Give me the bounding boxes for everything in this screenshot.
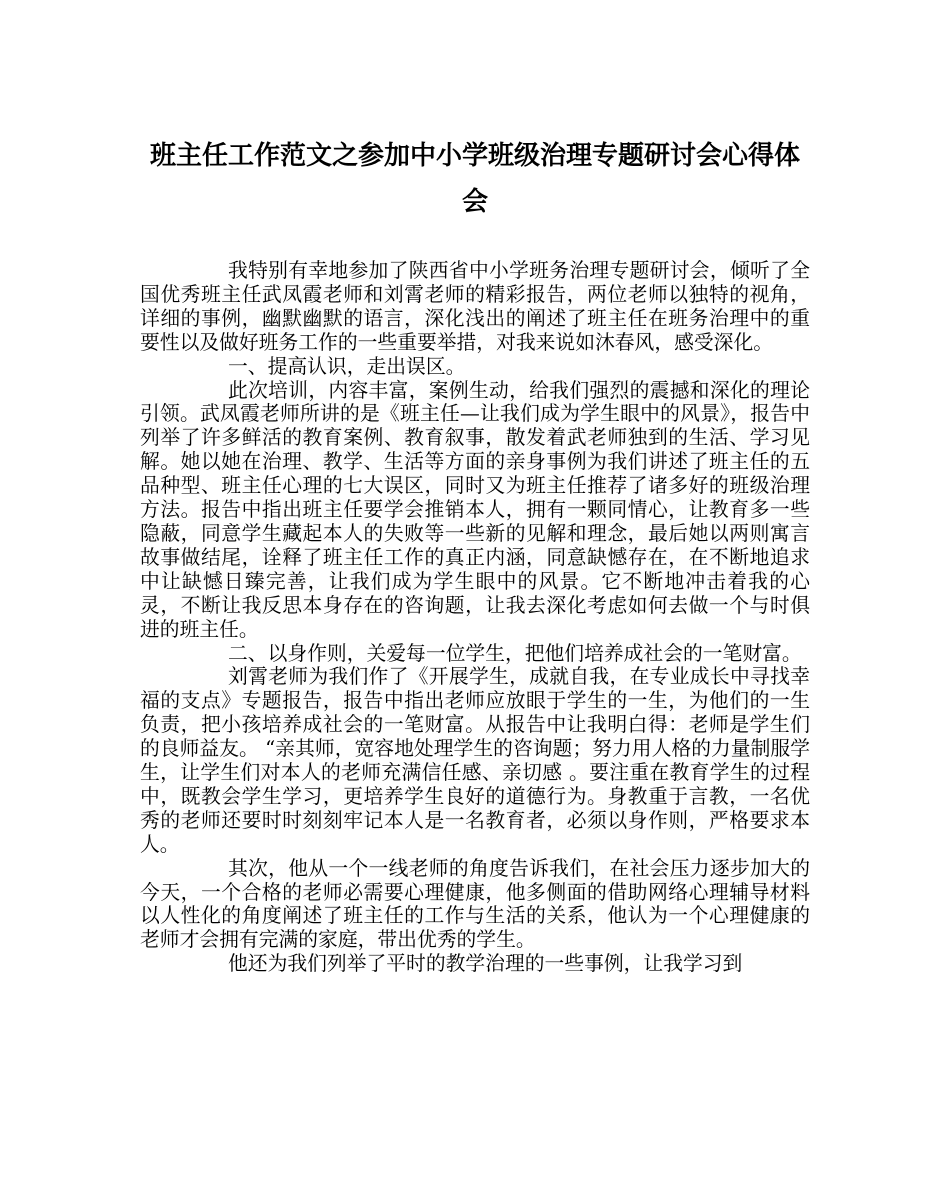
document-title: 班主任工作范文之参加中小学班级治理专题研讨会心得体会 [149, 141, 800, 217]
paragraph-intro: 我特别有幸地参加了陕西省中小学班务治理专题研讨会，倾听了全国优秀班主任武凤霞老师和刘霄老师的精彩报告，两位老师以独特的视角，详细的事例，幽默幽默的语言，深化浅出的阐述了班主任在班务治理中的重要性以及做好班务工作的一些重要举措，对我来说如沐春风，感受深化。 [140, 259, 810, 354]
paragraph-examples: 他还为我们列举了平时的教学治理的一些事例，让我学习到 [228, 952, 743, 976]
paragraph-training: 此次培训，内容丰富，案例生动，给我们强烈的震撼和深化的理论引领。武凤霞老师所讲的是《班主任—让我们成为学生眼中的风景》，报告中列举了许多鲜活的教育案例、教育叙事，散发着武老师独到的生活、学习见解。她以她在治理、教学、生活等方面的亲身事例为我们讲述了班主任的五品种型、班主任心理的七大误区，同时又为班主任推荐了诸多好的班级治理方法。报告中指出班主任要学会推销本人，拥有一颗同情心，让教育多一些隐蔽，同意学生藏起本人的失败等一些新的见解和理念，最后她以两则寓言故事做结尾，诠释了班主任工作的真正内涵，同意缺憾存在，在不断地追求中让缺憾日臻完善，让我们成为学生眼中的风景。它不断地冲击着我的心灵，不断让我反思本身存在的咨询题，让我去深化考虑如何去做一个与时俱进的班主任。 [140, 378, 810, 641]
paragraph-mental-health: 其次，他从一个一线老师的角度告诉我们，在社会压力逐步加大的今天，一个合格的老师必需要心理健康，他多侧面的借助网络心理辅导材料以人性化的角度阐述了班主任的工作与生活的关系，他认为一个心理健康的老师才会拥有完满的家庭，带出优秀的学生。 [140, 856, 810, 952]
document-body [140, 259, 810, 976]
section-heading-2: 二、以身作则，关爱每一位学生，把他们培养成社会的一笔财富。 [228, 641, 802, 665]
paragraph-liu-report: 刘霄老师为我们作了《开展学生，成就自我，在专业成长中寻找幸福的支点》专题报告，报告中指出老师应放眼于学生的一生，为他们的一生负责，把小孩培养成社会的一笔财富。从报告中让我明白得：老师是学生们的良师益友。 “亲其师，宽容地处理学生的咨询题；努力用人格的力量制服学生，让学生们对本人的老师充满信任感、亲切感 。要注重在教育学生的过程中，既教会学生学习，更培养学生良好的道德行为。身教重于言教，一名优秀的老师还要时时刻刻牢记本人是一名教育者，必须以身作则，严格要求本人。 [140, 665, 810, 856]
section-heading-1: 一、提高认识，走出误区。 [228, 354, 466, 378]
